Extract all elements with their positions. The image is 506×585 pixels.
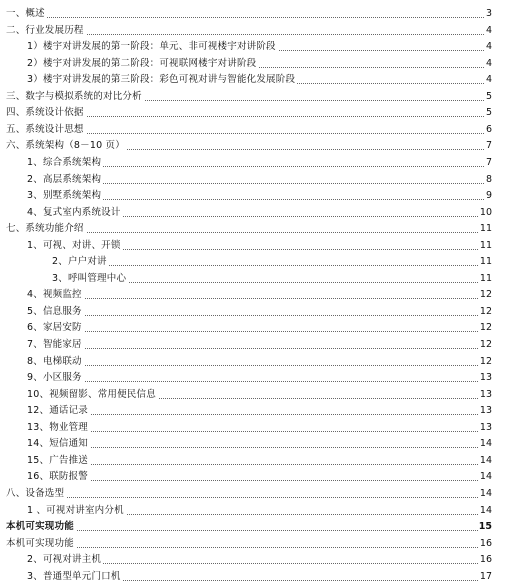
toc-entry-label: 5、信息服务 <box>27 304 84 320</box>
toc-leader-dots <box>27 431 490 432</box>
toc-entry[interactable] <box>0 320 506 336</box>
toc-entry[interactable] <box>0 155 506 171</box>
toc-page-number: 12 <box>479 304 492 320</box>
toc-entry[interactable] <box>0 536 506 552</box>
toc-entry[interactable] <box>0 337 506 353</box>
toc-entry[interactable] <box>0 56 506 72</box>
toc-page-number: 14 <box>479 436 492 452</box>
toc-entry-label: 7、智能家居 <box>27 337 84 353</box>
toc-entry[interactable] <box>0 6 506 22</box>
toc-entry[interactable] <box>0 254 506 270</box>
toc-entry[interactable] <box>0 370 506 386</box>
toc-entry-label: 四、系统设计依据 <box>6 105 86 121</box>
toc-leader-dots <box>27 381 490 382</box>
toc-entry[interactable] <box>0 205 506 221</box>
toc-entry-label: 2、可视对讲主机 <box>27 552 103 568</box>
toc-page-number: 12 <box>479 320 492 336</box>
toc-entry[interactable] <box>0 122 506 138</box>
toc-entry-label: 3）楼宇对讲发展的第三阶段：彩色可视对讲与智能化发展阶段 <box>27 72 297 88</box>
toc-entry-label: 七、系统功能介绍 <box>6 221 86 237</box>
toc-page-number: 7 <box>485 138 492 154</box>
toc-leader-dots <box>27 348 490 349</box>
toc-leader-dots <box>27 365 490 366</box>
toc-entry-label: 8、电梯联动 <box>27 354 84 370</box>
toc-entry[interactable] <box>0 105 506 121</box>
toc-leader-dots <box>27 464 490 465</box>
toc-page-number: 5 <box>485 89 492 105</box>
toc-page-number: 14 <box>479 503 492 519</box>
toc-leader-dots <box>27 315 490 316</box>
toc-leader-dots <box>27 298 490 299</box>
toc-page-number: 16 <box>479 536 492 552</box>
toc-leader-dots <box>27 414 490 415</box>
toc-entry-label: 2）楼宇对讲发展的第二阶段：可视联网楼宇对讲阶段 <box>27 56 258 72</box>
toc-page-number: 13 <box>479 403 492 419</box>
toc-page-number: 6 <box>485 122 492 138</box>
toc-page-number: 17 <box>479 569 492 585</box>
toc-entry[interactable] <box>0 453 506 469</box>
toc-entry-label: 4、复式室内系统设计 <box>27 205 123 221</box>
toc-entry-label: 9、小区服务 <box>27 370 84 386</box>
toc-page-number: 3 <box>485 6 492 22</box>
toc-page-number: 4 <box>485 23 492 39</box>
toc-entry[interactable] <box>0 23 506 39</box>
toc-entry[interactable] <box>0 238 506 254</box>
toc-entry-label: 3、别墅系统架构 <box>27 188 103 204</box>
toc-entry[interactable] <box>0 188 506 204</box>
toc-leader-dots <box>6 547 490 548</box>
toc-page-number: 13 <box>479 420 492 436</box>
toc-entry[interactable] <box>0 221 506 237</box>
toc-entry[interactable] <box>0 172 506 188</box>
toc-entry-label: 10、视频留影、常用便民信息 <box>27 387 158 403</box>
toc-entry[interactable] <box>0 469 506 485</box>
toc-entry[interactable] <box>0 436 506 452</box>
toc-page-number: 14 <box>479 486 492 502</box>
toc-entry[interactable] <box>0 486 506 502</box>
toc-entry[interactable] <box>0 503 506 519</box>
toc-page-number: 12 <box>479 287 492 303</box>
toc-page-number: 11 <box>479 271 492 287</box>
toc-leader-dots <box>6 530 490 531</box>
toc-leader-dots <box>27 331 490 332</box>
toc-page-number: 14 <box>479 469 492 485</box>
toc-entry-label: 6、家居安防 <box>27 320 84 336</box>
toc-page-number: 11 <box>479 221 492 237</box>
toc-entry-label: 3、普通型单元门口机 <box>27 569 123 585</box>
toc-entry-label: 1 、可视对讲室内分机 <box>27 503 126 519</box>
toc-entry-label: 16、联防报警 <box>27 469 90 485</box>
toc-entry-label: 三、数字与模拟系统的对比分析 <box>6 89 144 105</box>
toc-leader-dots <box>27 480 490 481</box>
toc-page-number: 4 <box>485 39 492 55</box>
toc-page-number: 13 <box>479 387 492 403</box>
toc-leader-dots <box>27 447 490 448</box>
toc-entry-label: 一、概述 <box>6 6 47 22</box>
toc-page-number: 13 <box>479 370 492 386</box>
toc-page-number: 11 <box>479 238 492 254</box>
toc-entry-label: 3、呼叫管理中心 <box>52 271 128 287</box>
toc-entry-label: 八、设备选型 <box>6 486 66 502</box>
toc-entry[interactable] <box>0 138 506 154</box>
toc-entry[interactable] <box>0 287 506 303</box>
toc-page-number: 8 <box>485 172 492 188</box>
toc-entry-label: 1）楼宇对讲发展的第一阶段：单元、非可视楼宇对讲阶段 <box>27 39 278 55</box>
toc-entry[interactable] <box>0 304 506 320</box>
toc-entry[interactable] <box>0 519 506 535</box>
toc-page-number: 7 <box>485 155 492 171</box>
toc-entry-label: 1、综合系统架构 <box>27 155 103 171</box>
toc-entry-label: 二、行业发展历程 <box>6 23 86 39</box>
toc-page-number: 4 <box>485 56 492 72</box>
toc-leader-dots <box>6 497 490 498</box>
toc-entry[interactable] <box>0 569 506 585</box>
toc-page-number: 14 <box>479 453 492 469</box>
toc-entry[interactable] <box>0 403 506 419</box>
toc-entry-label: 4、视频监控 <box>27 287 84 303</box>
toc-entry-label: 本机可实现功能 <box>6 536 76 552</box>
toc-entry[interactable] <box>0 72 506 88</box>
toc-leader-dots <box>52 265 490 266</box>
toc-entry-label: 2、高层系统架构 <box>27 172 103 188</box>
toc-entry-label: 五、系统设计思想 <box>6 122 86 138</box>
toc-page-number: 11 <box>479 254 492 270</box>
toc-entry[interactable] <box>0 387 506 403</box>
toc-entry[interactable] <box>0 552 506 568</box>
toc-entry-label: 本机可实现功能 <box>6 519 76 535</box>
toc-entry-label: 2、户户对讲 <box>52 254 109 270</box>
toc-leader-dots <box>6 17 490 18</box>
toc-page-number: 16 <box>479 552 492 568</box>
toc-page-number: 12 <box>479 354 492 370</box>
toc-page-number: 12 <box>479 337 492 353</box>
toc-entry-label: 13、物业管理 <box>27 420 90 436</box>
toc-entry-label: 1、可视、对讲、开锁 <box>27 238 123 254</box>
toc-entry-label: 14、短信通知 <box>27 436 90 452</box>
toc-entry-label: 12、通话记录 <box>27 403 90 419</box>
toc-entry-label: 六、系统架构（8－10 页） <box>6 138 127 154</box>
toc-page-number: 4 <box>485 72 492 88</box>
toc-page-number: 15 <box>478 519 492 535</box>
toc-entry-label: 15、广告推送 <box>27 453 90 469</box>
toc-entry[interactable] <box>0 354 506 370</box>
toc-entry[interactable] <box>0 271 506 287</box>
toc-entry[interactable] <box>0 89 506 105</box>
toc-page-number: 10 <box>479 205 492 221</box>
toc-entry[interactable] <box>0 420 506 436</box>
toc-entry[interactable] <box>0 39 506 55</box>
toc-page-number: 9 <box>485 188 492 204</box>
toc-page-number: 5 <box>485 105 492 121</box>
